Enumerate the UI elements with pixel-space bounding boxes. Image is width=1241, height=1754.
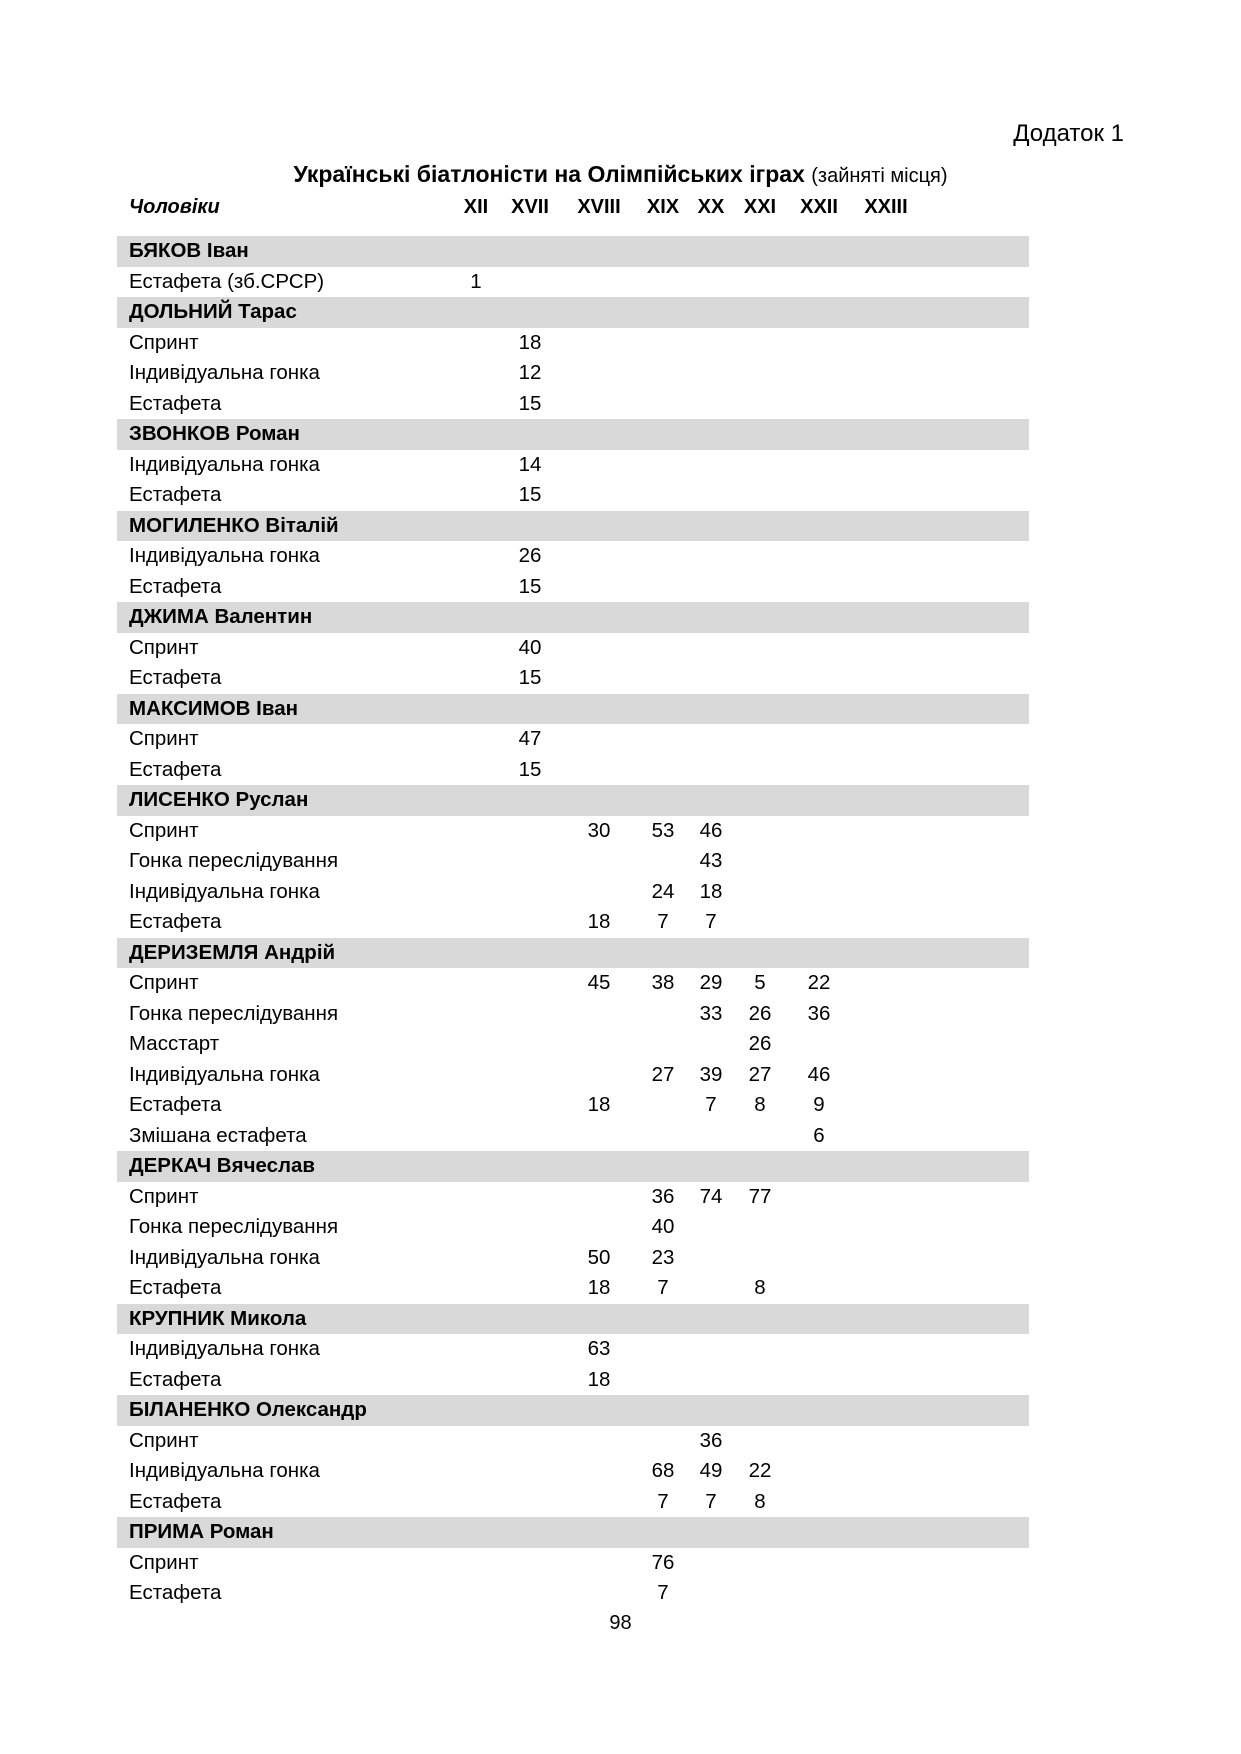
event-row <box>117 755 1029 786</box>
athlete-name: ЗВОНКОВ Роман <box>129 422 300 445</box>
event-name: Естафета (зб.СРСР) <box>129 269 325 293</box>
place-cell: 22 <box>748 1459 772 1482</box>
athlete-name: ПРИМА Роман <box>129 1520 274 1543</box>
event-name: Гонка переслідування <box>129 849 339 872</box>
event-row <box>117 541 1029 572</box>
place-cell: 9 <box>813 1093 825 1116</box>
event-row <box>117 633 1029 664</box>
event-name: Індивідуальна гонка <box>129 1245 320 1269</box>
place-cell: 18 <box>587 1093 611 1116</box>
place-cell: 36 <box>807 1001 831 1025</box>
place-cell: 24 <box>651 879 675 903</box>
event-row <box>117 450 1029 481</box>
athlete-row <box>117 1304 1029 1335</box>
place-cell: 38 <box>651 971 675 994</box>
event-name: Спринт <box>129 330 199 354</box>
athlete-row <box>117 938 1029 969</box>
event-name: Індивідуальна гонка <box>129 1337 320 1360</box>
column-header: XXI <box>743 196 777 218</box>
event-name: Масстарт <box>129 1032 220 1055</box>
column-header: XVIII <box>577 196 621 218</box>
event-row <box>117 1456 1029 1487</box>
event-name: Естафета <box>129 910 222 933</box>
place-cell: 27 <box>651 1062 675 1086</box>
place-cell: 53 <box>651 818 675 842</box>
place-cell: 15 <box>518 483 542 506</box>
event-row <box>117 999 1029 1030</box>
event-name: Естафета <box>129 483 222 506</box>
athlete-name: ДЕРИЗЕМЛЯ Андрій <box>129 940 336 964</box>
event-row <box>117 1029 1029 1060</box>
place-cell: 45 <box>587 971 611 994</box>
place-cell: 23 <box>651 1245 675 1269</box>
place-cell: 26 <box>748 1001 772 1025</box>
place-cell: 15 <box>518 757 542 781</box>
athlete-row <box>117 236 1029 267</box>
athlete-name: ДОЛЬНИЙ Тарас <box>129 300 297 323</box>
column-header: XXIII <box>864 196 908 218</box>
athlete-name: БІЛАНЕНКО Олександр <box>129 1398 367 1421</box>
event-name: Індивідуальна гонка <box>129 879 320 903</box>
event-name: Спринт <box>129 971 199 994</box>
event-name: Спринт <box>129 727 199 750</box>
place-cell: 5 <box>754 971 766 994</box>
place-cell: 49 <box>699 1459 723 1482</box>
page-number: 98 <box>609 1612 632 1634</box>
place-cell: 30 <box>587 818 611 842</box>
place-cell: 7 <box>705 1489 717 1513</box>
event-row <box>117 1365 1029 1396</box>
athlete-row <box>117 419 1029 450</box>
place-cell: 22 <box>807 971 831 994</box>
category-label: Чоловіки <box>129 196 220 218</box>
event-name: Спринт <box>129 818 199 842</box>
column-header: XVII <box>511 196 549 218</box>
place-cell: 7 <box>657 1581 669 1604</box>
place-cell: 18 <box>587 1276 611 1299</box>
event-row <box>117 480 1029 511</box>
place-cell: 14 <box>518 452 542 476</box>
place-cell: 68 <box>651 1459 675 1482</box>
place-cell: 40 <box>518 635 542 659</box>
event-row <box>117 1334 1029 1365</box>
results-table <box>117 236 1029 1609</box>
place-cell: 18 <box>587 910 611 933</box>
event-row <box>117 724 1029 755</box>
place-cell: 27 <box>748 1062 772 1086</box>
event-row <box>117 328 1029 359</box>
athlete-row <box>117 602 1029 633</box>
event-row <box>117 1273 1029 1304</box>
athlete-row <box>117 1395 1029 1426</box>
event-name: Гонка переслідування <box>129 1215 339 1238</box>
event-row <box>117 1060 1029 1091</box>
event-name: Індивідуальна гонка <box>129 1062 320 1086</box>
place-cell: 43 <box>699 849 723 872</box>
page-title <box>0 161 1241 188</box>
place-cell: 26 <box>518 544 542 567</box>
place-cell: 18 <box>587 1367 611 1391</box>
column-header: XIX <box>646 196 680 218</box>
event-row <box>117 1487 1029 1518</box>
place-cell: 7 <box>705 1093 717 1116</box>
athlete-name: ЛИСЕНКО Руслан <box>129 788 309 811</box>
place-cell: 63 <box>587 1337 611 1360</box>
event-row <box>117 1243 1029 1274</box>
athlete-name: МОГИЛЕНКО Віталій <box>129 513 339 537</box>
place-cell: 33 <box>699 1001 723 1025</box>
place-cell: 7 <box>657 1489 669 1513</box>
place-cell: 7 <box>657 910 669 933</box>
event-row <box>117 1212 1029 1243</box>
event-name: Естафета <box>129 1367 222 1391</box>
event-name: Спринт <box>129 1550 199 1574</box>
athlete-row <box>117 694 1029 725</box>
place-cell: 18 <box>518 330 542 354</box>
event-row <box>117 1121 1029 1152</box>
place-cell: 6 <box>813 1123 825 1147</box>
place-cell: 8 <box>754 1276 766 1299</box>
event-name: Індивідуальна гонка <box>129 1459 320 1482</box>
event-name: Індивідуальна гонка <box>129 361 320 384</box>
event-row <box>117 358 1029 389</box>
place-cell: 76 <box>651 1550 675 1574</box>
event-row <box>117 1578 1029 1609</box>
place-cell: 8 <box>754 1489 766 1513</box>
event-row <box>117 1182 1029 1213</box>
athlete-name: КРУПНИК Микола <box>129 1306 307 1330</box>
place-cell: 15 <box>518 574 542 598</box>
place-cell: 8 <box>754 1093 766 1116</box>
table-header <box>117 194 1029 224</box>
place-cell: 46 <box>807 1062 831 1086</box>
event-row <box>117 572 1029 603</box>
athlete-name: ДЖИМА Валентин <box>129 605 313 628</box>
event-name: Спринт <box>129 1428 199 1452</box>
event-row <box>117 663 1029 694</box>
event-name: Змішана естафета <box>129 1123 307 1147</box>
event-name: Естафета <box>129 757 222 781</box>
event-name: Естафета <box>129 391 222 415</box>
place-cell: 7 <box>705 910 717 933</box>
place-cell: 15 <box>518 666 542 689</box>
event-name: Індивідуальна гонка <box>129 544 320 567</box>
place-cell: 46 <box>699 818 723 842</box>
place-cell: 7 <box>657 1276 669 1299</box>
place-cell: 26 <box>748 1032 772 1055</box>
athlete-row <box>117 1517 1029 1548</box>
appendix-label: Додаток 1 <box>1013 120 1124 147</box>
event-row <box>117 389 1029 420</box>
column-header: XII <box>463 196 489 218</box>
event-row <box>117 267 1029 298</box>
place-cell: 29 <box>699 971 723 994</box>
event-name: Гонка переслідування <box>129 1001 339 1025</box>
event-name: Естафета <box>129 1581 222 1604</box>
event-row <box>117 907 1029 938</box>
place-cell: 77 <box>748 1184 772 1208</box>
place-cell: 39 <box>699 1062 723 1086</box>
event-name: Естафета <box>129 1093 222 1116</box>
athlete-name: МАКСИМОВ Іван <box>129 696 298 720</box>
column-header: XX <box>697 196 725 218</box>
event-name: Естафета <box>129 666 222 689</box>
event-row <box>117 968 1029 999</box>
event-name: Естафета <box>129 1489 222 1513</box>
event-row <box>117 1548 1029 1579</box>
athlete-row <box>117 785 1029 816</box>
place-cell: 50 <box>587 1245 611 1269</box>
column-header: XXII <box>800 196 838 218</box>
title-subtitle: (зайняті місця) <box>811 165 948 187</box>
athlete-name: БЯКОВ Іван <box>129 239 249 262</box>
athlete-row <box>117 297 1029 328</box>
event-name: Естафета <box>129 574 222 598</box>
event-row <box>117 816 1029 847</box>
event-name: Естафета <box>129 1276 222 1299</box>
place-cell: 12 <box>518 361 542 384</box>
event-row <box>117 1090 1029 1121</box>
event-row <box>117 1426 1029 1457</box>
event-row <box>117 846 1029 877</box>
event-name: Спринт <box>129 635 199 659</box>
place-cell: 47 <box>518 727 542 750</box>
athlete-row <box>117 511 1029 542</box>
event-row <box>117 877 1029 908</box>
athlete-name: ДЕРКАЧ Вячеслав <box>129 1154 316 1177</box>
place-cell: 74 <box>699 1184 723 1208</box>
place-cell: 15 <box>518 391 542 415</box>
place-cell: 1 <box>470 269 482 293</box>
event-name: Індивідуальна гонка <box>129 452 320 476</box>
place-cell: 40 <box>651 1215 675 1238</box>
place-cell: 18 <box>699 879 723 903</box>
athlete-row <box>117 1151 1029 1182</box>
place-cell: 36 <box>651 1184 675 1208</box>
title-main: Українські біатлоністи на Олімпійських іграх <box>293 161 805 187</box>
place-cell: 36 <box>699 1428 723 1452</box>
event-name: Спринт <box>129 1184 199 1208</box>
